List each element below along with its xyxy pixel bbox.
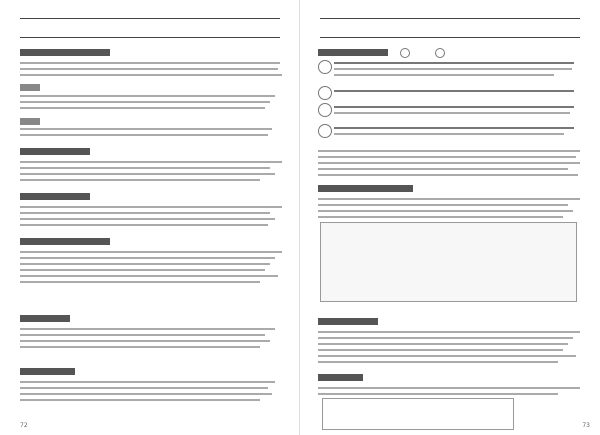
text-line [334, 112, 570, 114]
text-line [20, 74, 282, 76]
text-line [20, 167, 270, 169]
text-line [20, 269, 265, 271]
text-line [318, 150, 580, 152]
text-line [334, 62, 574, 64]
text-line [318, 393, 558, 395]
text-line [20, 107, 265, 109]
left-section-header [20, 49, 110, 56]
text-line [334, 74, 554, 76]
left-section-header [20, 193, 90, 200]
warning-legend-icon [435, 48, 445, 58]
text-line [318, 349, 563, 351]
text-line [334, 68, 572, 70]
text-line [20, 128, 272, 130]
left-section-header [20, 148, 90, 155]
text-line [20, 281, 260, 283]
page-number: 72 [20, 422, 28, 429]
text-line [20, 173, 275, 175]
text-line [20, 263, 270, 265]
text-line [318, 168, 568, 170]
text-line [318, 343, 568, 345]
text-line [20, 251, 282, 253]
text-line [318, 216, 563, 218]
text-line [20, 218, 275, 220]
left-section-header [20, 238, 110, 245]
text-line [334, 127, 574, 129]
text-line [318, 387, 580, 389]
trap-parts-diagram [320, 222, 577, 302]
text-line [318, 355, 576, 357]
text-line [20, 224, 268, 226]
right-page [300, 0, 600, 435]
text-line [20, 134, 268, 136]
text-line [318, 198, 580, 200]
text-line [318, 204, 568, 206]
text-line [318, 331, 580, 333]
text-line [20, 161, 282, 163]
left-section-header [20, 368, 75, 375]
text-line [20, 399, 260, 401]
text-line [334, 106, 574, 108]
text-line [20, 62, 280, 64]
text-line [20, 101, 270, 103]
text-line [318, 210, 573, 212]
left-section-header [20, 315, 70, 322]
text-line [20, 340, 270, 342]
text-line [20, 328, 275, 330]
right-section-header [318, 374, 363, 381]
text-line [20, 257, 275, 259]
text-line [20, 334, 265, 336]
warning-legend-icon [400, 48, 410, 58]
right-section-header [318, 49, 388, 56]
text-line [334, 90, 574, 92]
page-number: 73 [582, 422, 590, 429]
text-line [318, 156, 576, 158]
text-line [20, 346, 260, 348]
caution-icon [318, 103, 332, 117]
subheader-bar [20, 84, 40, 91]
right-section-header [318, 185, 413, 192]
text-line [318, 337, 573, 339]
text-line [20, 206, 282, 208]
text-line [334, 133, 564, 135]
text-line [318, 361, 558, 363]
caution-icon [318, 60, 332, 74]
subheader-bar [20, 118, 40, 125]
text-line [20, 179, 260, 181]
text-line [20, 381, 275, 383]
text-line [20, 393, 272, 395]
text-line [318, 162, 580, 164]
text-line [318, 174, 578, 176]
left-page-title-band [20, 18, 280, 38]
text-line [20, 275, 278, 277]
text-line [20, 387, 268, 389]
text-line [20, 212, 270, 214]
text-line [20, 68, 278, 70]
right-page-title-band [320, 18, 580, 38]
text-line [20, 95, 275, 97]
right-section-header [318, 318, 378, 325]
caution-icon [318, 86, 332, 100]
caution-icon [318, 124, 332, 138]
load-limit-table [322, 398, 514, 430]
